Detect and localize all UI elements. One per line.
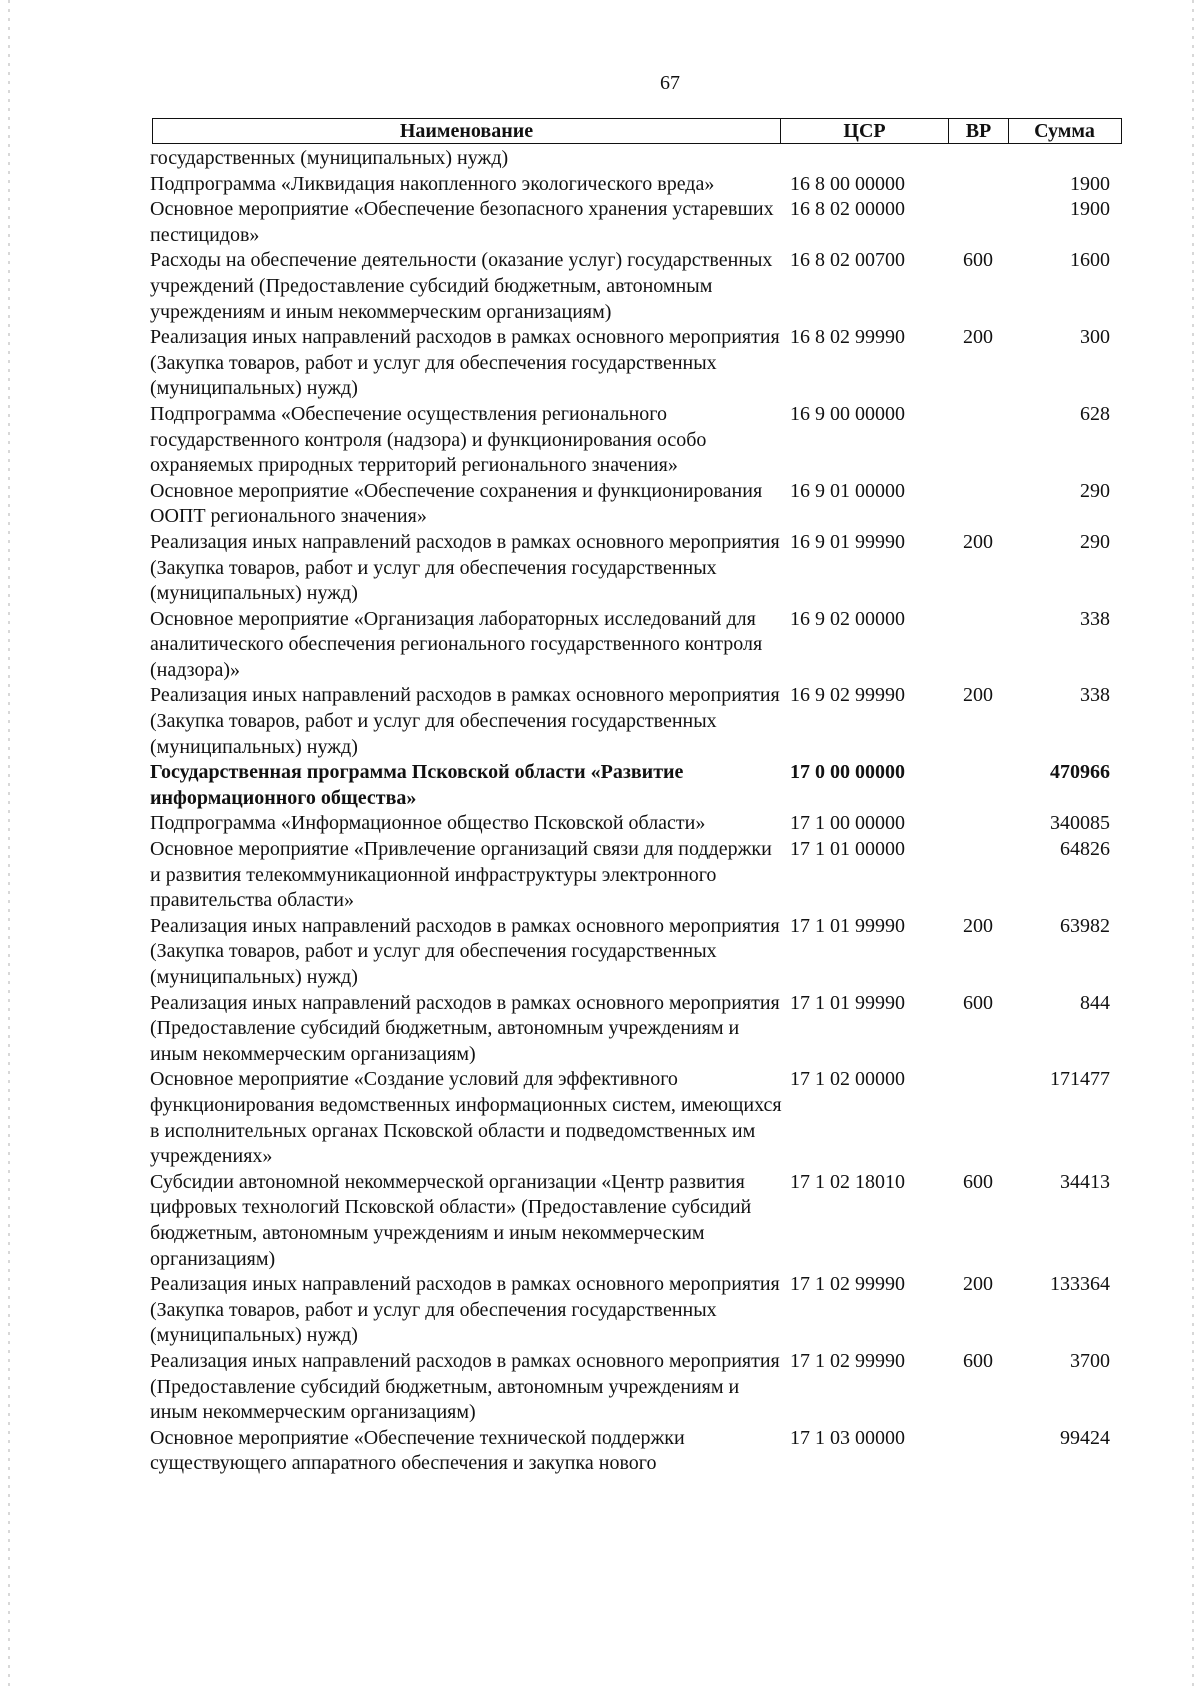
row-sum: 844 <box>1080 991 1110 1014</box>
table-row <box>150 991 1122 1068</box>
table-row <box>150 1272 1122 1349</box>
row-vr: 600 <box>963 1349 993 1372</box>
row-name: Реализация иных направлений расходов в рамках основного мероприятия (Закупка товаров, работ и услуг для обеспечения государственных (муниципальных) нужд) <box>150 1273 780 1347</box>
row-vr: 200 <box>963 914 993 937</box>
row-vr <box>948 837 1008 914</box>
row-vr <box>948 607 1008 684</box>
row-vr: 200 <box>963 684 993 707</box>
row-vr <box>948 1426 1008 1477</box>
table-row <box>150 1426 1122 1477</box>
row-csr: 16 8 02 00700 <box>790 249 905 272</box>
row-vr <box>948 760 1008 811</box>
row-sum: 470966 <box>1050 761 1110 784</box>
row-name: Государственная программа Псковской области «Развитие информационного общества» <box>150 761 684 809</box>
row-csr: 16 8 02 00000 <box>790 198 905 221</box>
row-sum: 34413 <box>1060 1170 1110 1193</box>
row-sum: 99424 <box>1060 1426 1110 1449</box>
table-row <box>150 248 1122 325</box>
row-sum: 133364 <box>1050 1273 1110 1296</box>
row-vr <box>948 479 1008 530</box>
row-csr: 17 1 02 99990 <box>790 1273 905 1296</box>
row-sum: 290 <box>1080 530 1110 553</box>
row-vr <box>948 197 1008 248</box>
row-sum: 1900 <box>1070 198 1110 221</box>
row-csr: 17 1 00 00000 <box>790 812 905 835</box>
row-sum: 64826 <box>1060 838 1110 861</box>
scan-edge-right <box>1192 0 1194 1686</box>
row-sum: 340085 <box>1050 812 1110 835</box>
row-name: Реализация иных направлений расходов в рамках основного мероприятия (Закупка товаров, работ и услуг для обеспечения государственных (муниципальных) нужд) <box>150 530 780 605</box>
table-row <box>150 172 1122 198</box>
row-name: Основное мероприятие «Привлечение организаций связи для поддержки и развития телекоммуникационной инфраструктуры электронного правительства области» <box>150 838 772 912</box>
row-csr: 16 9 00 00000 <box>790 402 905 425</box>
page-number: 67 <box>660 72 680 94</box>
row-name: Основное мероприятие «Организация лабораторных исследований для аналитического обеспечения регионального государственного контроля (надзора)» <box>150 607 763 681</box>
table-row <box>150 1349 1122 1426</box>
row-csr: 16 9 01 99990 <box>790 530 905 553</box>
row-vr: 600 <box>963 249 993 272</box>
row-sum: 1600 <box>1070 249 1110 272</box>
row-vr <box>948 146 1008 172</box>
row-name: Подпрограмма «Информационное общество Псковской области» <box>150 812 706 835</box>
row-sum: 338 <box>1080 607 1110 630</box>
header-vr: ВР <box>949 119 1009 143</box>
row-csr: 16 8 02 99990 <box>790 326 905 349</box>
table-row <box>150 1170 1122 1272</box>
row-name: Реализация иных направлений расходов в рамках основного мероприятия (Предоставление субсидий бюджетным, автономным учреждениям и иным некоммерческим организациям) <box>150 1349 780 1424</box>
row-vr: 200 <box>963 1273 993 1296</box>
table-row <box>150 402 1122 479</box>
row-name: Расходы на обеспечение деятельности (оказание услуг) государственных учреждений (Предоставление субсидий бюджетным, автономным учреждениям и иным некоммерческим организациям) <box>150 249 773 323</box>
row-name: Основное мероприятие «Создание условий для эффективного функционирования ведомственных информационных систем, имеющихся в исполнительных органах Псковской области и подведомственных им учреждениях» <box>150 1068 782 1168</box>
row-name: Подпрограмма «Обеспечение осуществления регионального государственного контроля (надзора) и функционирования особо охраняемых природных территорий регионального значения» <box>150 402 707 477</box>
row-name: Субсидии автономной некоммерческой организации «Центр развития цифровых технологий Псковской области» (Предоставление субсидий бюджетным, автономным учреждениям и иным некоммерческим организациям) <box>150 1170 752 1270</box>
row-csr: 17 0 00 00000 <box>790 761 905 784</box>
row-sum <box>1008 146 1120 172</box>
row-sum: 628 <box>1080 402 1110 425</box>
row-vr <box>948 811 1008 837</box>
row-vr: 600 <box>963 991 993 1014</box>
row-name: Реализация иных направлений расходов в рамках основного мероприятия (Закупка товаров, работ и услуг для обеспечения государственных (муниципальных) нужд) <box>150 914 780 988</box>
row-csr <box>788 146 948 172</box>
table-row <box>150 811 1122 837</box>
row-sum: 1900 <box>1070 172 1110 195</box>
row-csr: 16 9 02 00000 <box>790 607 905 630</box>
row-sum: 290 <box>1080 479 1110 502</box>
table-row <box>150 914 1122 991</box>
row-vr: 200 <box>963 530 993 553</box>
row-sum: 63982 <box>1060 914 1110 937</box>
table-row <box>150 479 1122 530</box>
table-row <box>150 197 1122 248</box>
scan-edge-left <box>8 0 10 1686</box>
table-row <box>150 837 1122 914</box>
row-vr <box>948 1067 1008 1169</box>
row-name: Реализация иных направлений расходов в рамках основного мероприятия (Закупка товаров, работ и услуг для обеспечения государственных (муниципальных) нужд) <box>150 326 780 400</box>
header-name: Наименование <box>153 119 781 143</box>
row-name: Основное мероприятие «Обеспечение сохранения и функционирования ООПТ регионального значения» <box>150 479 763 528</box>
table-row <box>150 325 1122 402</box>
row-name: государственных (муниципальных) нужд) <box>150 147 509 169</box>
row-csr: 16 9 01 00000 <box>790 479 905 502</box>
table-row <box>150 760 1122 811</box>
row-vr: 600 <box>963 1170 993 1193</box>
row-name: Подпрограмма «Ликвидация накопленного экологического вреда» <box>150 172 715 195</box>
row-csr: 16 9 02 99990 <box>790 684 905 707</box>
table-row <box>150 607 1122 684</box>
row-csr: 17 1 02 18010 <box>790 1170 905 1193</box>
table-row <box>150 1067 1122 1169</box>
row-vr <box>948 172 1008 198</box>
row-vr: 200 <box>963 326 993 349</box>
table-body <box>150 146 1122 1477</box>
row-sum: 338 <box>1080 684 1110 707</box>
row-name: Реализация иных направлений расходов в рамках основного мероприятия (Предоставление субсидий бюджетным, автономным учреждениям и иным некоммерческим организациям) <box>150 991 780 1065</box>
table-row <box>150 146 1122 172</box>
table-row <box>150 683 1122 760</box>
table-header <box>152 118 1122 144</box>
row-name: Основное мероприятие «Обеспечение безопасного хранения устаревших пестицидов» <box>150 198 774 246</box>
row-sum: 171477 <box>1050 1068 1110 1091</box>
row-csr: 17 1 01 99990 <box>790 914 905 937</box>
table-row <box>150 530 1122 607</box>
row-csr: 16 8 00 00000 <box>790 172 905 195</box>
header-sum: Сумма <box>1034 120 1095 142</box>
row-csr: 17 1 01 99990 <box>790 991 905 1014</box>
row-csr: 17 1 03 00000 <box>790 1426 905 1449</box>
row-name: Основное мероприятие «Обеспечение технической поддержки существующего аппаратного обеспечения и закупка нового <box>150 1426 685 1475</box>
header-csr: ЦСР <box>781 119 949 143</box>
row-csr: 17 1 02 00000 <box>790 1068 905 1091</box>
row-csr: 17 1 01 00000 <box>790 838 905 861</box>
row-name: Реализация иных направлений расходов в рамках основного мероприятия (Закупка товаров, работ и услуг для обеспечения государственных (муниципальных) нужд) <box>150 684 780 758</box>
row-sum: 3700 <box>1070 1349 1110 1372</box>
row-csr: 17 1 02 99990 <box>790 1349 905 1372</box>
row-sum: 300 <box>1080 326 1110 349</box>
row-vr <box>948 402 1008 479</box>
